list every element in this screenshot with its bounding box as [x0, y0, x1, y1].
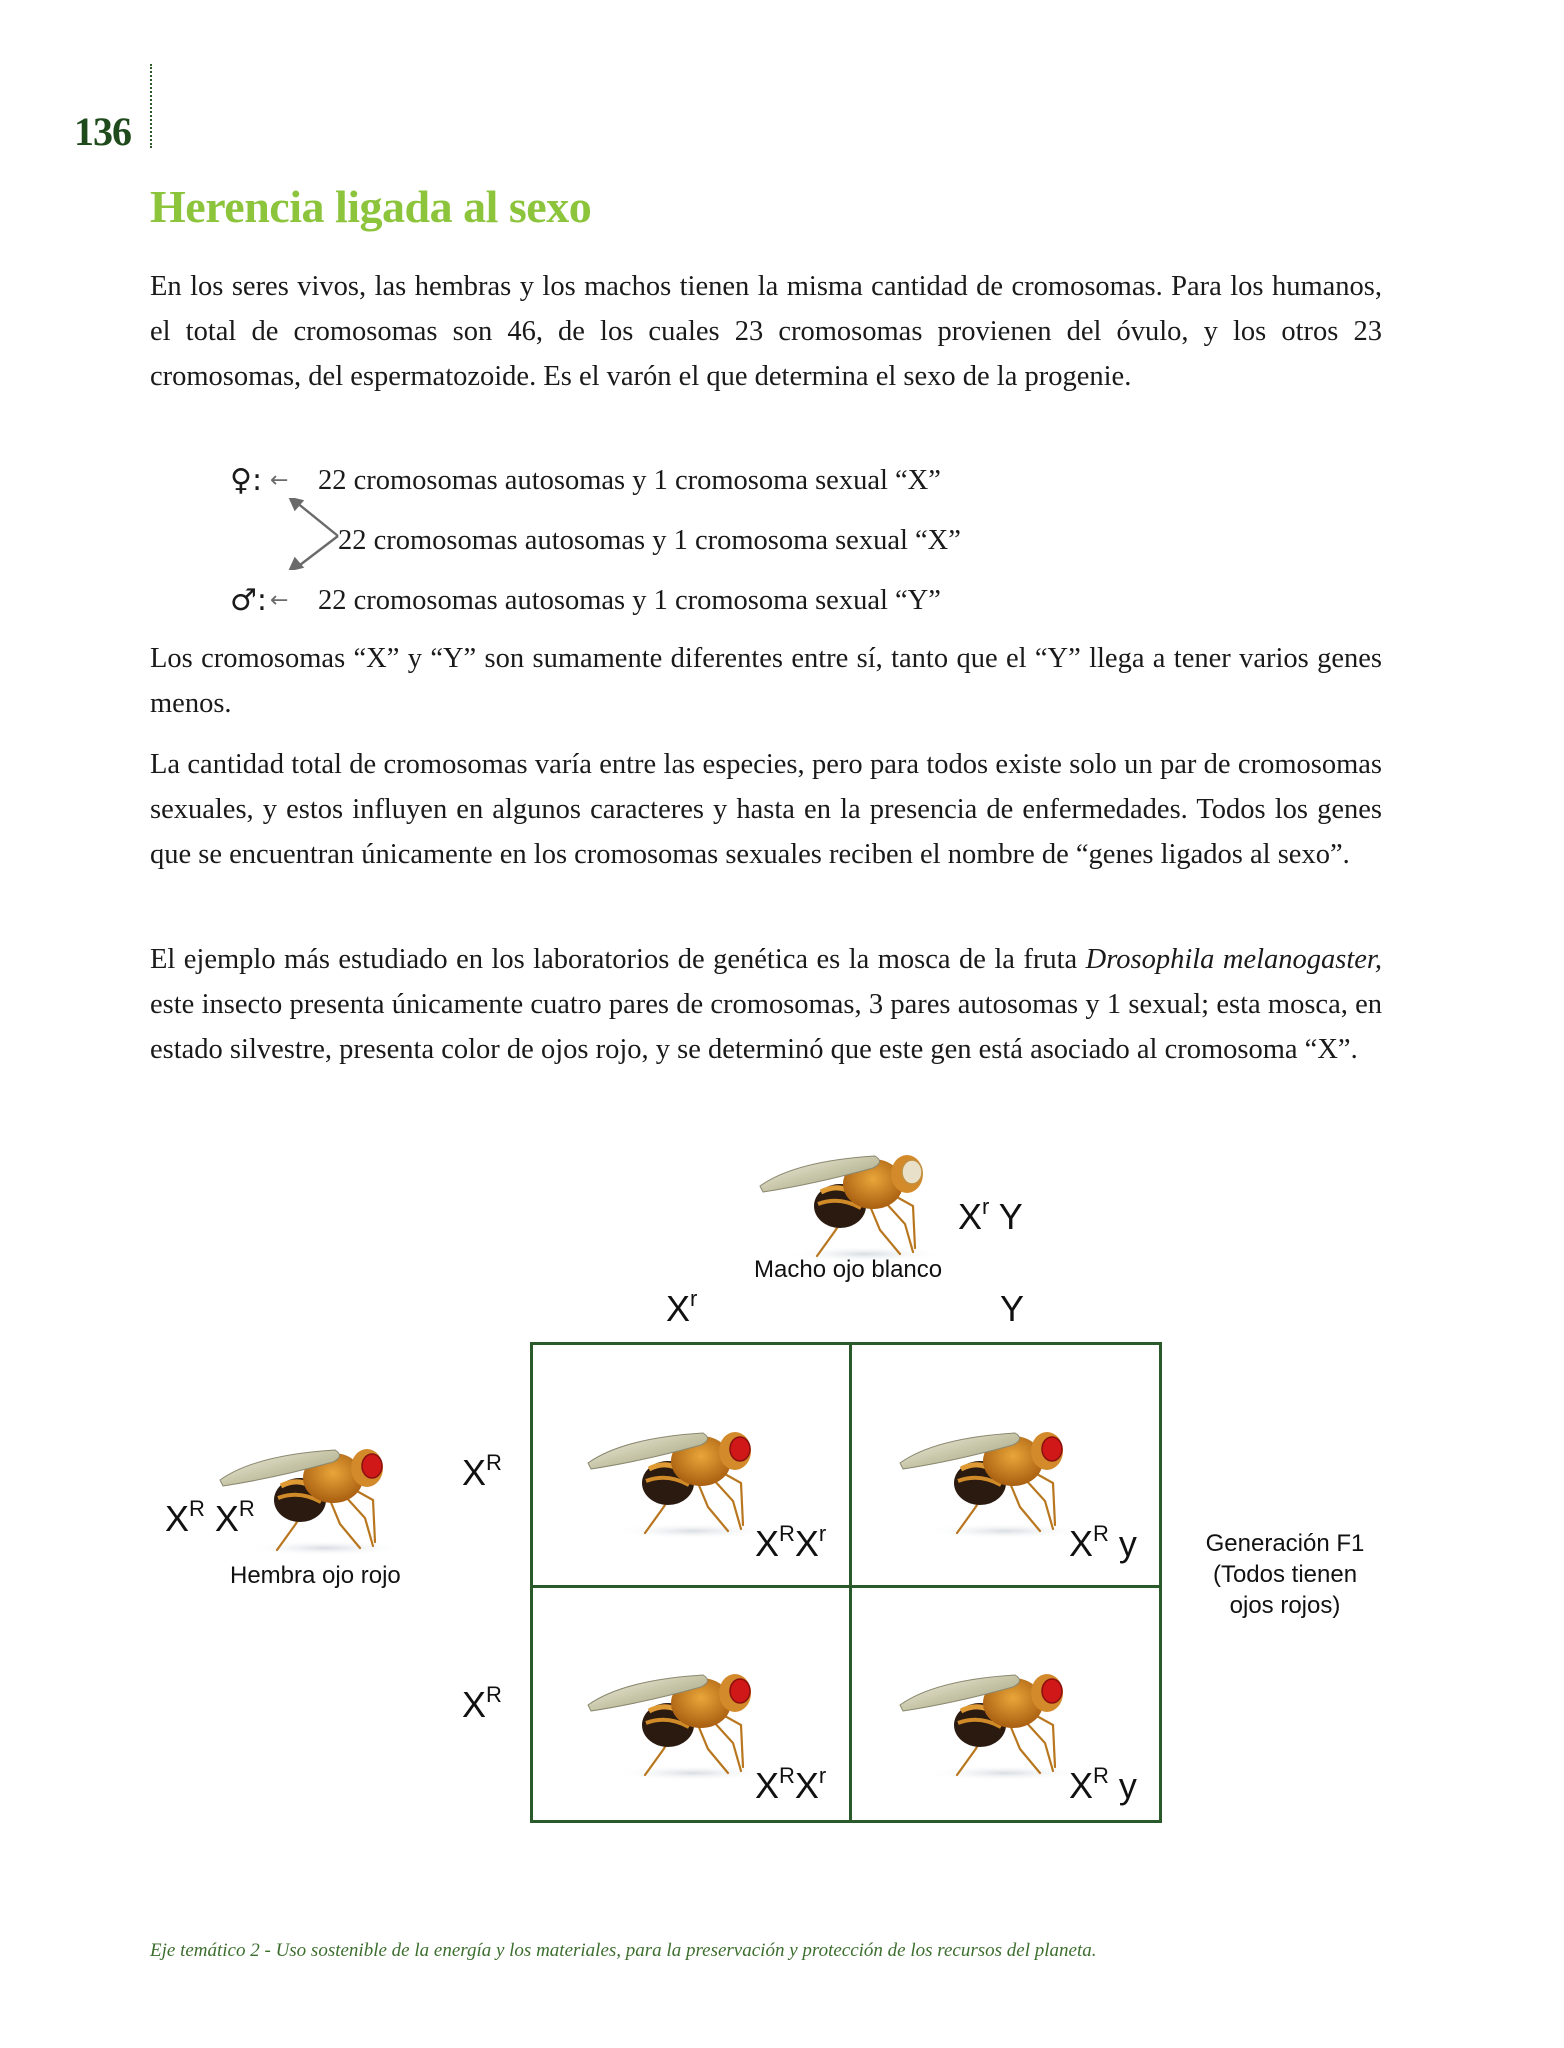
female-fly-image	[215, 1420, 405, 1565]
male-fly-image	[755, 1126, 945, 1271]
offspring-fly-image	[895, 1645, 1085, 1790]
page-number-divider	[150, 64, 152, 148]
cell-genotype: $X^R$ y	[1069, 1521, 1137, 1564]
male-symbol-icon: ♂:	[230, 583, 268, 618]
grid-divider-vertical	[849, 1345, 852, 1820]
column-header-y: Y	[1000, 1288, 1025, 1329]
male-genotype: $X^r$ Y	[958, 1194, 1023, 1237]
footer-theme-axis: Eje temático 2 - Uso sostenible de la energía y los materiales, para la preservación y protección de los recursos del planeta.	[150, 1940, 1097, 1961]
shared-chromosome-line	[338, 518, 961, 563]
male-chromosome-line	[230, 578, 941, 623]
f1-result-note: Generación F1 (Todos tienen ojos rojos)	[1205, 1530, 1365, 1619]
offspring-fly-image	[583, 1403, 773, 1548]
page-title: Herencia ligada al sexo	[150, 181, 592, 232]
female-chromosome-line	[230, 458, 941, 503]
female-genotype: $X^R$ $X^R$	[165, 1496, 255, 1539]
female-chromosome-text: 22 cromosomas autosomas y 1 cromosoma sexual “X”	[318, 465, 941, 496]
column-header-xr: $X^r$	[666, 1286, 698, 1329]
offspring-fly-image	[583, 1645, 773, 1790]
paragraph-sex-linked-genes: La cantidad total de cromosomas varía entre las especies, pero para todos existe solo un par de cromosomas sexuales, y estos influyen en algunos caracteres y hasta en la presencia de enfermedades. Todos los genes que se encuentran únicamente en los cromosomas sexuales reciben el nombre de “genes ligados al sexo”.	[150, 749, 1382, 870]
cell-genotype: $X^RX^r$	[755, 1763, 827, 1806]
punnett-square	[530, 1342, 1162, 1823]
male-chromosome-text: 22 cromosomas autosomas y 1 cromosoma sexual “Y”	[318, 585, 941, 616]
offspring-fly-image	[895, 1403, 1085, 1548]
page-number: 136	[74, 109, 131, 154]
row-header-1: $X^R$	[462, 1450, 502, 1493]
female-symbol-icon: ♀:	[230, 463, 263, 498]
cell-genotype: $X^R$ y	[1069, 1763, 1137, 1806]
arrow-left-icon: ←	[270, 588, 289, 613]
cell-genotype: $X^RX^r$	[755, 1521, 827, 1564]
grid-divider-horizontal	[533, 1585, 1159, 1588]
shared-chromosome-text: 22 cromosomas autosomas y 1 cromosoma sexual “X”	[338, 525, 961, 556]
row-header-2: $X^R$	[462, 1682, 502, 1725]
species-name: Drosophila melanogaster,	[1085, 944, 1382, 975]
paragraph-xy-difference: Los cromosomas “X” y “Y” son sumamente diferentes entre sí, tanto que el “Y” llega a tener varios genes menos.	[150, 643, 1382, 719]
split-arrows-icon	[288, 498, 342, 570]
female-label: Hembra ojo rojo	[230, 1562, 401, 1589]
paragraph-intro: En los seres vivos, las hembras y los machos tienen la misma cantidad de cromosomas. Para los humanos, el total de cromosomas son 46, de los cuales 23 cromosomas provienen del óvulo, y los otros 23 cromosomas, del espermatozoide. Es el varón el que determina el sexo de la progenie.	[150, 271, 1382, 392]
paragraph-drosophila: El ejemplo más estudiado en los laboratorios de genética es la mosca de la fruta Drosophila melanogaster, este insecto presenta únicamente cuatro pares de cromosomas, 3 pares autosomas y 1 sexual; esta mosca, en estado silvestre, presenta color de ojos rojo, y se determinó que este gen está asociado al cromosoma “X”.	[150, 944, 1382, 1065]
male-label: Macho ojo blanco	[754, 1256, 943, 1283]
arrow-left-icon: ←	[270, 468, 289, 493]
